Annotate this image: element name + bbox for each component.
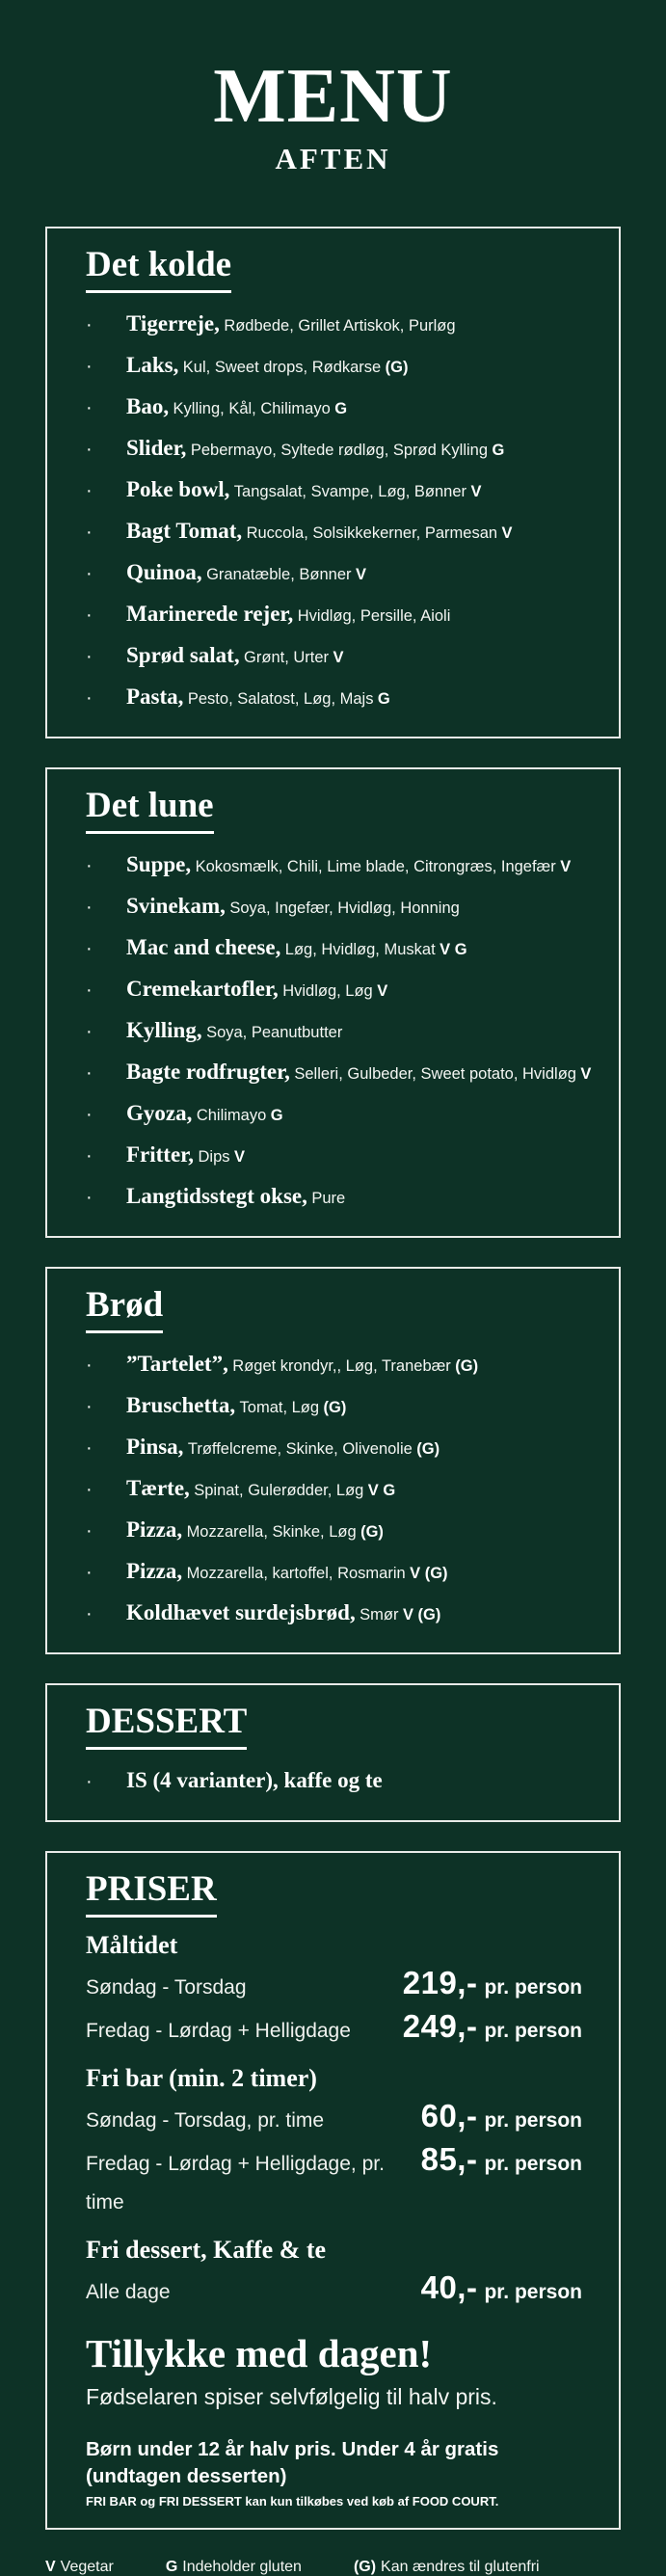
- det-kolde-items: [86, 305, 582, 719]
- menu-item-text: [126, 1511, 582, 1552]
- menu-item-text: [126, 346, 582, 388]
- dish-diet-marks: G: [270, 1107, 283, 1124]
- page-subtitle: AFTEN: [275, 142, 391, 175]
- price-group-fri-bar: Fri bar (min. 2 timer): [86, 2064, 317, 2092]
- legend-mark-g-paren: (G): [353, 2559, 377, 2575]
- price-value: 85,-: [420, 2141, 478, 2177]
- dish-name: Kylling,: [126, 1018, 202, 1042]
- dish-name: Svinekam,: [126, 894, 226, 918]
- menu-item: [86, 1428, 582, 1469]
- section-heading-text: Brød: [86, 1286, 163, 1333]
- section-heading-text: Det kolde: [86, 246, 231, 293]
- menu-item-text: [126, 512, 582, 553]
- dish-name: Marinerede rejer,: [126, 602, 294, 626]
- section-priser: [45, 1851, 621, 2530]
- bullet-dot: ·: [86, 897, 93, 918]
- price-row: [86, 2007, 582, 2051]
- dish-name: Bagte rodfrugter,: [126, 1060, 290, 1084]
- dish-description: Chilimayo: [196, 1107, 267, 1124]
- price-value: 249,-: [402, 2008, 478, 2044]
- birthday-title: Tillykke med dagen!: [86, 2331, 433, 2375]
- dish-description: Dips: [198, 1148, 230, 1166]
- dish-name: Bao,: [126, 394, 170, 418]
- price-unit: pr. person: [484, 1976, 582, 1999]
- legend-text: Indeholder gluten: [182, 2559, 302, 2575]
- menu-item: [86, 1177, 582, 1219]
- dish-diet-marks: V: [580, 1065, 592, 1083]
- bullet-dot: ·: [86, 314, 93, 335]
- dish-description: Kokosmælk, Chili, Lime blade, Citrongræs, Ingefær: [195, 858, 556, 875]
- dish-diet-marks: G: [377, 690, 390, 708]
- price-group-maaltidet: Måltidet: [86, 1931, 178, 1959]
- birthday-text: Fødselaren spiser selvfølgelig til halv pris.: [86, 2384, 497, 2409]
- menu-item: [86, 553, 582, 595]
- dish-name: Pasta,: [126, 684, 184, 709]
- menu-item-text: [126, 1552, 582, 1594]
- dish-description: Pebermayo, Syltede rødløg, Sprød Kylling: [190, 442, 489, 459]
- dish-diet-marks: V (G): [402, 1606, 441, 1623]
- legend-mark-g: G: [165, 2559, 178, 2575]
- dish-name: Bruschetta,: [126, 1393, 236, 1417]
- dish-name: Mac and cheese,: [126, 935, 281, 959]
- dish-name: Pinsa,: [126, 1435, 184, 1459]
- section-heading-priser: [86, 1870, 582, 1918]
- bullet-dot: ·: [86, 1603, 93, 1624]
- dish-description: Kul, Sweet drops, Rødkarse: [182, 359, 382, 376]
- dish-description: Selleri, Gulbeder, Sweet potato, Hvidløg: [294, 1065, 576, 1083]
- menu-item-text: [126, 595, 582, 636]
- dish-description: Soya, Peanutbutter: [206, 1024, 343, 1041]
- legend-gluten: [166, 2559, 302, 2576]
- dish-diet-marks: V G: [367, 1482, 396, 1499]
- legend-text: Vegetar: [60, 2559, 114, 2575]
- menu-item-text: [126, 429, 582, 470]
- price-label: Søndag - Torsdag, pr. time: [86, 2109, 325, 2132]
- dish-diet-marks: (G): [455, 1357, 479, 1375]
- dish-name: Langtidsstegt okse,: [126, 1184, 307, 1208]
- dish-description: Ruccola, Solsikkekerner, Parmesan: [246, 524, 498, 542]
- menu-item-text: [126, 1386, 582, 1428]
- menu-item: [86, 887, 582, 928]
- dish-description: Løg, Hvidløg, Muskat: [284, 941, 436, 958]
- price-unit: pr. person: [484, 2281, 582, 2303]
- legend-mark-v: V: [45, 2559, 56, 2575]
- dish-diet-marks: V: [470, 483, 482, 500]
- section-det-kolde: [45, 227, 621, 738]
- legend-glutenfri: [354, 2559, 540, 2576]
- menu-item-text: [126, 553, 582, 595]
- bullet-dot: ·: [86, 397, 93, 418]
- menu-item: [86, 970, 582, 1011]
- menu-item-text: [126, 887, 582, 928]
- dish-name: IS (4 varianter), kaffe og te: [126, 1768, 383, 1792]
- dish-name: Tærte,: [126, 1476, 190, 1500]
- menu-item: [86, 678, 582, 719]
- section-dessert: [45, 1683, 621, 1822]
- dish-description: Røget krondyr,, Løg, Tranebær: [232, 1357, 451, 1375]
- section-heading-dessert: [86, 1703, 582, 1750]
- dish-name: Cremekartofler,: [126, 977, 279, 1001]
- bullet-dot: ·: [86, 1771, 93, 1792]
- price-group-fri-dessert: Fri dessert, Kaffe & te: [86, 2236, 327, 2264]
- menu-item: [86, 1094, 582, 1136]
- menu-item-text: [126, 1136, 582, 1177]
- bullet-dot: ·: [86, 522, 93, 543]
- dish-diet-marks: (G): [323, 1399, 347, 1416]
- bullet-dot: ·: [86, 1062, 93, 1084]
- menu-item: [86, 1053, 592, 1094]
- price-unit: pr. person: [484, 2153, 582, 2175]
- menu-item: [86, 470, 582, 512]
- menu-item: [86, 1011, 582, 1053]
- menu-item-text: [126, 1053, 591, 1094]
- bullet-dot: ·: [86, 1187, 93, 1208]
- dish-name: Bagt Tomat,: [126, 519, 243, 543]
- dish-diet-marks: V: [377, 982, 388, 1000]
- menu-item-text: [126, 305, 582, 346]
- dish-diet-marks: G: [492, 442, 505, 459]
- dish-name: Sprød salat,: [126, 643, 240, 667]
- menu-item: [86, 429, 582, 470]
- dish-description: Soya, Ingefær, Hvidløg, Honning: [229, 899, 460, 917]
- price-label: Fredag - Lørdag + Helligdage: [86, 2020, 351, 2042]
- legend-vegetar: [45, 2559, 114, 2576]
- price-value: 219,-: [402, 1965, 478, 2000]
- menu-item: [86, 512, 582, 553]
- price-row: [86, 2268, 582, 2312]
- bullet-dot: ·: [86, 1355, 93, 1376]
- menu-item-text: [126, 388, 582, 429]
- dish-description: Mozzarella, kartoffel, Rosmarin: [186, 1565, 406, 1582]
- dessert-items: [86, 1761, 582, 1803]
- bullet-dot: ·: [86, 1437, 93, 1459]
- menu-item: [86, 388, 582, 429]
- menu-header: [0, 0, 666, 176]
- dish-description: Pesto, Salatost, Løg, Majs: [187, 690, 374, 708]
- dish-description: Tangsalat, Svampe, Løg, Bønner: [233, 483, 467, 500]
- det-lune-items: [86, 845, 592, 1219]
- dish-description: Grønt, Urter: [244, 649, 330, 666]
- menu-item: [86, 595, 582, 636]
- menu-item: [86, 1511, 582, 1552]
- bullet-dot: ·: [86, 1021, 93, 1042]
- addon-note: FRI BAR og FRI DESSERT kan kun tilkøbes ved køb af FOOD COURT.: [86, 2494, 499, 2509]
- page-title: MENU: [213, 54, 453, 139]
- dish-name: Pizza,: [126, 1517, 183, 1542]
- section-heading-broed: [86, 1286, 582, 1333]
- dish-diet-marks: V G: [440, 941, 467, 958]
- menu-item: [86, 636, 582, 678]
- dish-name: Suppe,: [126, 852, 192, 876]
- diet-legend: [45, 2559, 621, 2576]
- dish-description: Smør: [360, 1606, 399, 1623]
- menu-item-text: [126, 845, 582, 887]
- price-label: Fredag - Lørdag + Helligdage, pr. time: [86, 2153, 385, 2214]
- dish-name: Laks,: [126, 353, 179, 377]
- price-unit: pr. person: [484, 2109, 582, 2132]
- menu-item-text: [126, 1469, 582, 1511]
- dish-diet-marks: G: [334, 400, 348, 417]
- menu-item: [86, 845, 582, 887]
- bullet-dot: ·: [86, 356, 93, 377]
- dish-name: Quinoa,: [126, 560, 202, 584]
- dish-description: Pure: [311, 1190, 346, 1207]
- dish-diet-marks: (G): [416, 1440, 440, 1458]
- menu-item: [86, 1761, 582, 1803]
- menu-item-text: [126, 970, 582, 1011]
- menu-item-text: [126, 1094, 582, 1136]
- price-label: Søndag - Torsdag: [86, 1976, 247, 1999]
- bullet-dot: ·: [86, 646, 93, 667]
- menu-item-text: [126, 1011, 582, 1053]
- menu-item: [86, 928, 582, 970]
- price-value: 60,-: [420, 2098, 478, 2133]
- section-heading-det-lune: [86, 787, 582, 834]
- dish-description: Hvidløg, Persille, Aioli: [297, 607, 451, 625]
- bullet-dot: ·: [86, 1145, 93, 1167]
- section-heading-text: Det lune: [86, 787, 214, 834]
- bullet-dot: ·: [86, 979, 93, 1001]
- dish-diet-marks: V: [560, 858, 572, 875]
- dish-name: Poke bowl,: [126, 477, 230, 501]
- menu-item: [86, 1386, 582, 1428]
- price-value: 40,-: [420, 2269, 478, 2305]
- section-det-lune: [45, 767, 621, 1238]
- dish-diet-marks: (G): [360, 1523, 384, 1541]
- menu-item-text: [126, 1428, 582, 1469]
- menu-item-text: [126, 678, 582, 719]
- dish-name: Gyoza,: [126, 1101, 193, 1125]
- dish-diet-marks: (G): [385, 359, 409, 376]
- menu-item: [86, 1136, 582, 1177]
- bullet-dot: ·: [86, 563, 93, 584]
- dish-description: Granatæble, Bønner: [206, 566, 352, 583]
- dish-diet-marks: V: [333, 649, 344, 666]
- menu-item: [86, 346, 582, 388]
- section-heading-det-kolde: [86, 246, 582, 293]
- menu-item: [86, 1469, 582, 1511]
- bullet-dot: ·: [86, 1104, 93, 1125]
- bullet-dot: ·: [86, 1520, 93, 1542]
- bullet-dot: ·: [86, 1562, 93, 1583]
- legend-text: Kan ændres til glutenfri: [381, 2559, 540, 2575]
- dish-diet-marks: V: [501, 524, 513, 542]
- dish-diet-marks: V (G): [410, 1565, 448, 1582]
- dish-name: Tigerreje,: [126, 311, 220, 335]
- price-row: [86, 2097, 582, 2140]
- menu-item: [86, 1552, 582, 1594]
- menu-item-text: [126, 470, 582, 512]
- dish-description: Kylling, Kål, Chilimayo: [173, 400, 331, 417]
- bullet-dot: ·: [86, 687, 93, 709]
- dish-description: Tomat, Løg: [239, 1399, 320, 1416]
- dish-description: Hvidløg, Løg: [282, 982, 373, 1000]
- bullet-dot: ·: [86, 938, 93, 959]
- dish-diet-marks: V: [355, 566, 366, 583]
- section-heading-text: DESSERT: [86, 1703, 247, 1750]
- dish-name: Fritter,: [126, 1142, 195, 1167]
- menu-item: [86, 1594, 582, 1635]
- dish-description: Spinat, Gulerødder, Løg: [194, 1482, 364, 1499]
- menu-item-text: [126, 928, 582, 970]
- bullet-dot: ·: [86, 604, 93, 626]
- dish-description: Rødbede, Grillet Artiskok, Purløg: [224, 317, 456, 335]
- dish-description: Mozzarella, Skinke, Løg: [186, 1523, 357, 1541]
- bullet-dot: ·: [86, 439, 93, 460]
- price-row: [86, 2140, 582, 2222]
- price-row: [86, 1964, 582, 2007]
- dish-diet-marks: V: [233, 1148, 245, 1166]
- price-label: Alle dage: [86, 2281, 171, 2303]
- menu-item: [86, 305, 582, 346]
- menu-item-text: [126, 1761, 582, 1803]
- menu-item-text: [126, 636, 582, 678]
- dish-name: Slider,: [126, 436, 187, 460]
- dish-name: ”Tartelet”,: [126, 1352, 228, 1376]
- bullet-dot: ·: [86, 855, 93, 876]
- dish-name: Pizza,: [126, 1559, 183, 1583]
- bullet-dot: ·: [86, 1396, 93, 1417]
- bullet-dot: ·: [86, 480, 93, 501]
- dish-name: Koldhævet surdejsbrød,: [126, 1600, 356, 1624]
- broed-items: [86, 1345, 582, 1635]
- menu-item: [86, 1345, 582, 1386]
- menu-item-text: [126, 1345, 582, 1386]
- section-heading-text: PRISER: [86, 1870, 217, 1918]
- menu-item-text: [126, 1594, 582, 1635]
- children-price-note: Børn under 12 år halv pris. Under 4 år gratis (undtagen desserten): [86, 2438, 499, 2487]
- menu-item-text: [126, 1177, 582, 1219]
- bullet-dot: ·: [86, 1479, 93, 1500]
- section-broed: [45, 1267, 621, 1654]
- dish-description: Trøffelcreme, Skinke, Olivenolie: [187, 1440, 413, 1458]
- price-unit: pr. person: [484, 2020, 582, 2042]
